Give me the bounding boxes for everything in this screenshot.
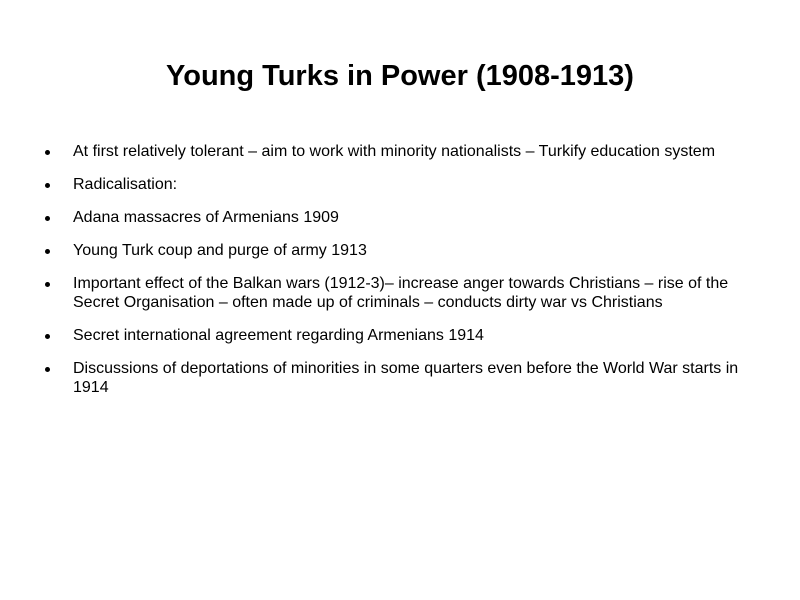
bullet-item bbox=[44, 208, 774, 227]
bullet-item bbox=[44, 326, 774, 345]
bullet-text: At first relatively tolerant – aim to work with minority nationalists – Turkify education system bbox=[73, 143, 716, 160]
bullet-item bbox=[44, 142, 774, 161]
bullet-dot-icon bbox=[45, 334, 50, 339]
bullet-item bbox=[44, 359, 774, 397]
bullet-dot-icon bbox=[45, 183, 50, 188]
bullet-text: Important effect of the Balkan wars (1912-3)– increase anger towards Christians – rise of the Secret Organisation – often made up of criminals – conducts dirty war vs Christians bbox=[73, 275, 729, 311]
bullet-dot-icon bbox=[45, 367, 50, 372]
bullet-dot-icon bbox=[45, 150, 50, 155]
bullet-dot-icon bbox=[45, 216, 50, 221]
bullet-item bbox=[44, 274, 774, 312]
bullet-text: Secret international agreement regarding Armenians 1914 bbox=[73, 327, 484, 344]
bullet-dot-icon bbox=[45, 249, 50, 254]
bullet-text: Radicalisation: bbox=[73, 176, 178, 193]
bullet-text: Adana massacres of Armenians 1909 bbox=[73, 209, 339, 226]
bullet-text: Young Turk coup and purge of army 1913 bbox=[73, 242, 367, 259]
slide-title: Young Turks in Power (1908-1913) bbox=[166, 60, 634, 92]
bullet-dot-icon bbox=[45, 282, 50, 287]
bullet-list bbox=[44, 142, 774, 411]
bullet-text: Discussions of deportations of minorities in some quarters even before the World War starts in 1914 bbox=[73, 360, 739, 396]
bullet-item bbox=[44, 241, 774, 260]
bullet-item bbox=[44, 175, 774, 194]
